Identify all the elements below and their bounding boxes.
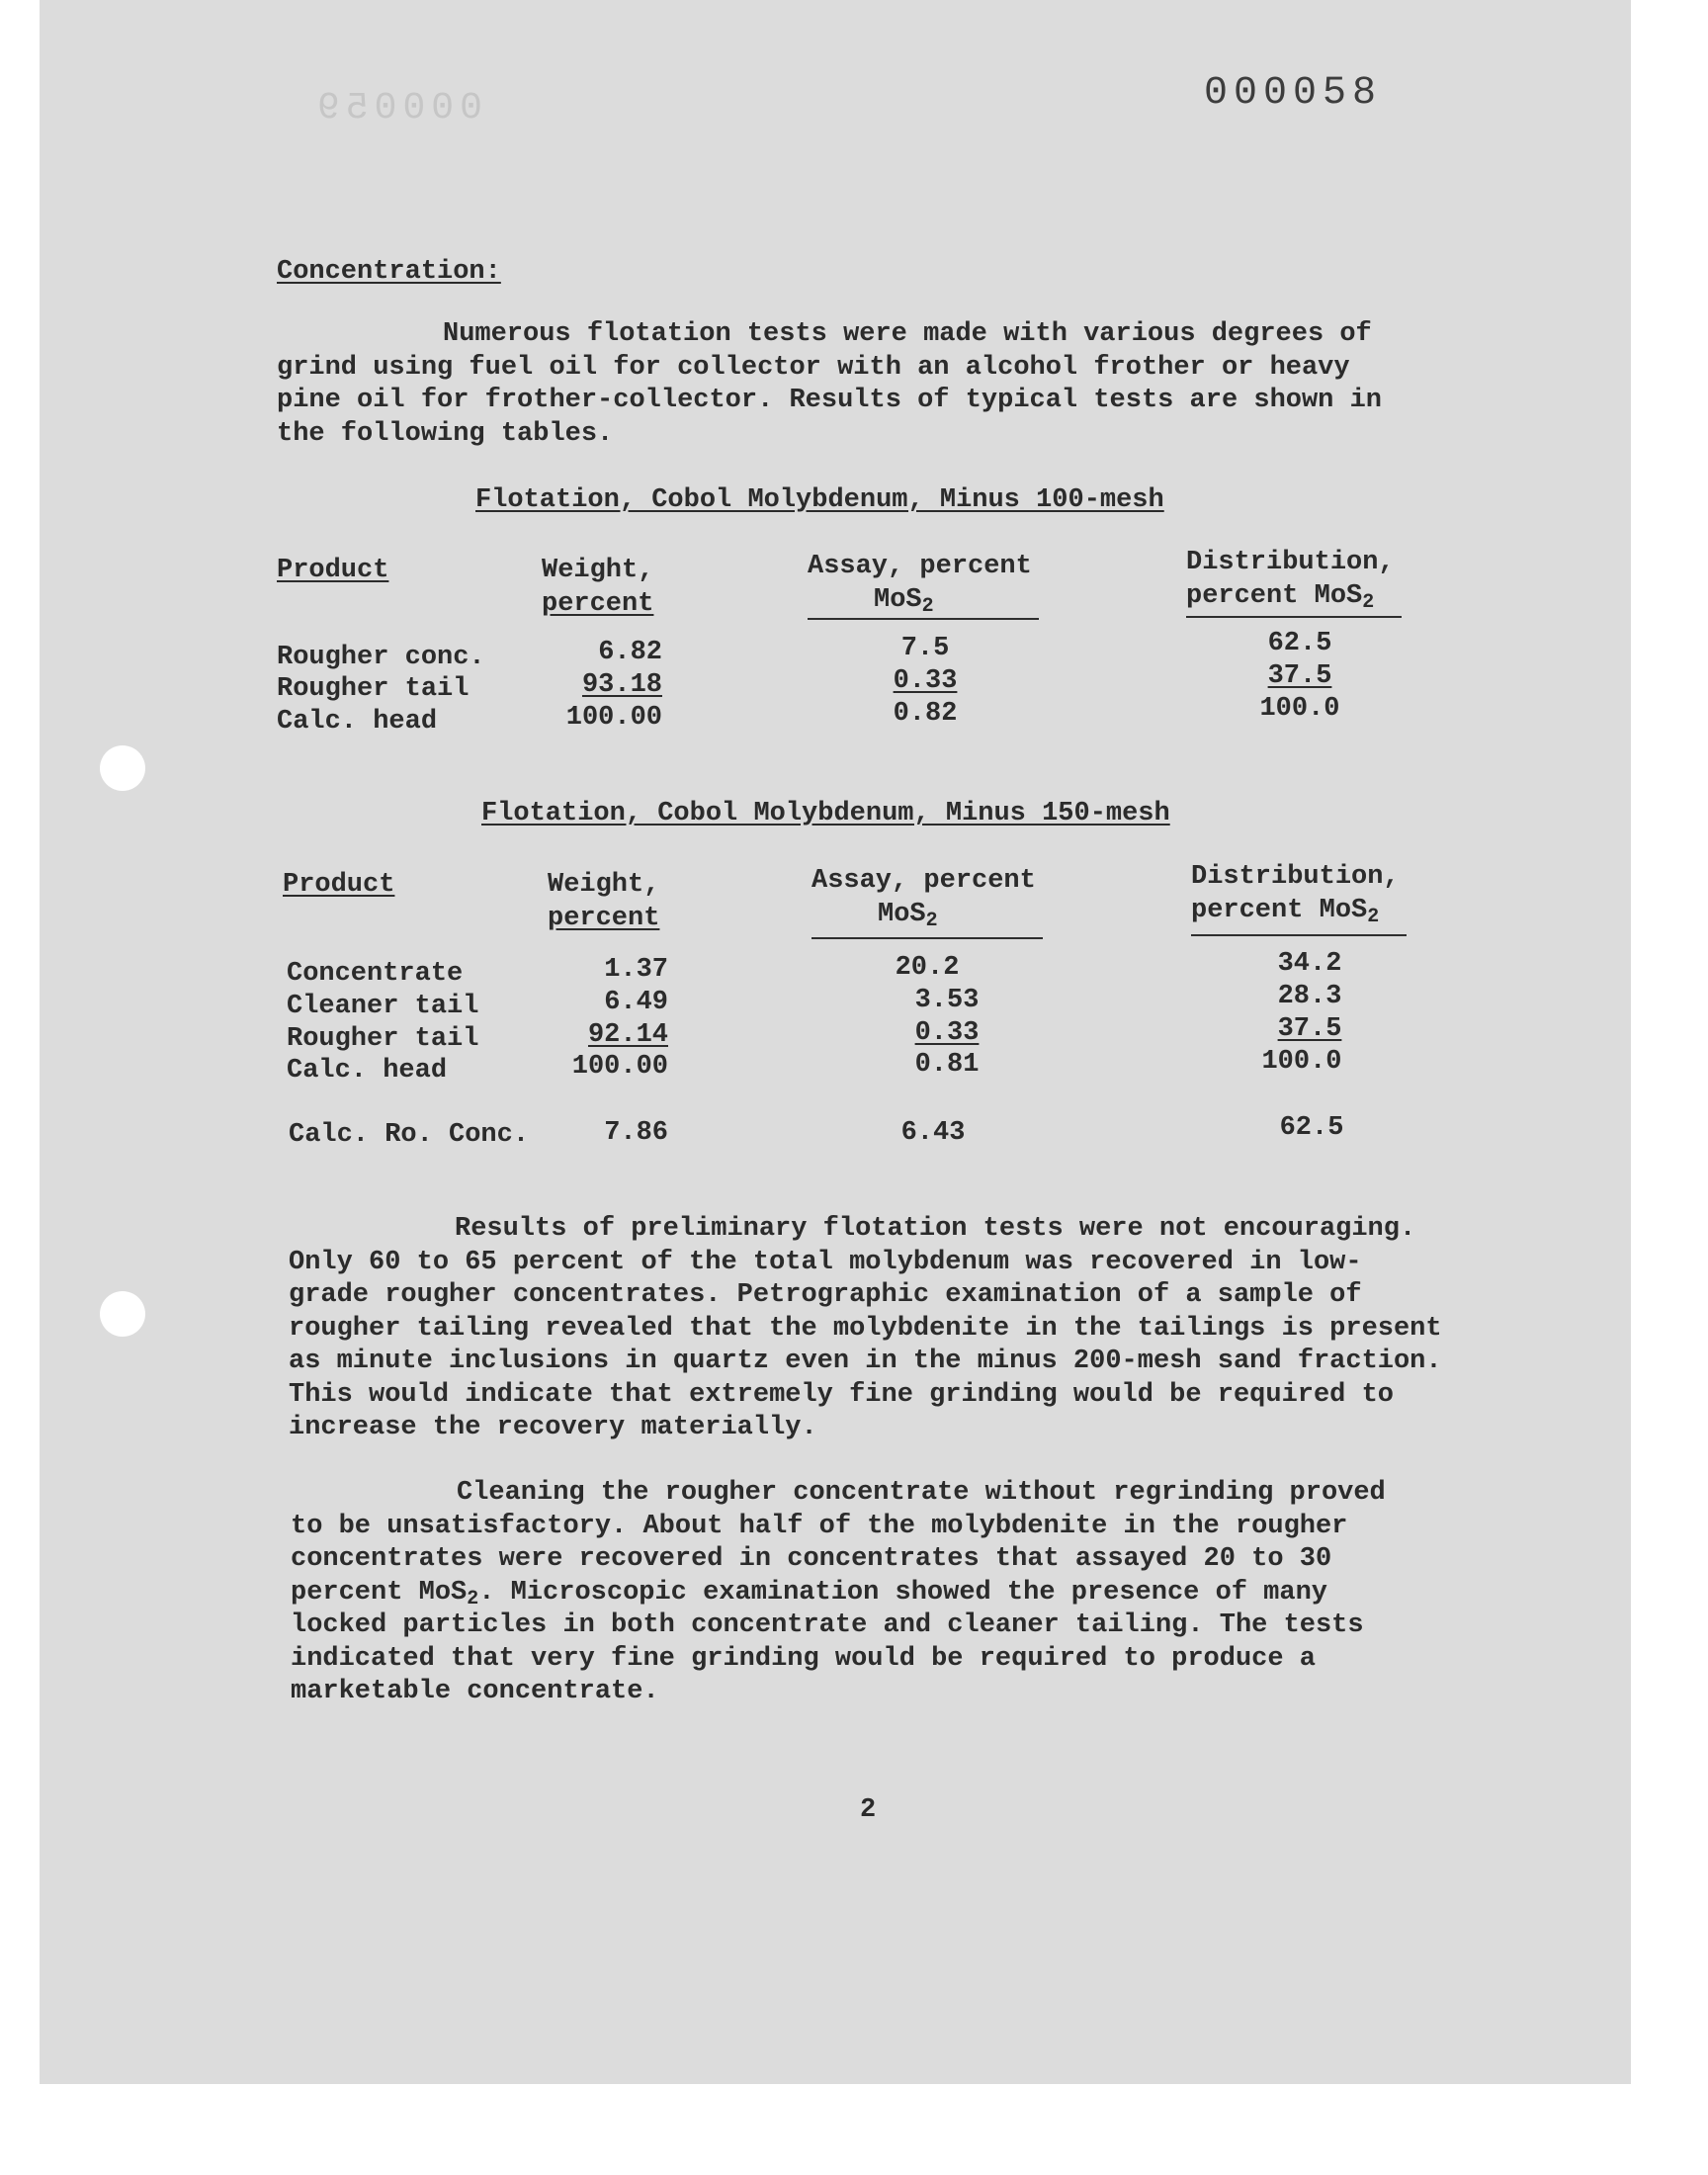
- table-2-header-weight-unit: percent: [548, 904, 660, 933]
- paragraph-2-line: increase the recovery materially.: [289, 1413, 817, 1442]
- document-page: [40, 0, 1631, 2084]
- paragraph-3-line: percent MoS$_2$. Microscopic examination showed the presence of many: [291, 1578, 1327, 1610]
- paragraph-3-line: indicated that very fine grinding would be required to produce a: [291, 1644, 1316, 1674]
- table-2-header-weight: Weight,: [548, 870, 660, 900]
- table-1-row-weight: 100.00: [565, 703, 662, 733]
- intro-line: the following tables.: [277, 419, 614, 449]
- table-1-header-assay: Assay, percent: [808, 552, 1032, 581]
- table-1-row-distribution: 100.0: [1259, 694, 1340, 724]
- table-2-row-assay: 6.43: [900, 1118, 966, 1148]
- table-2-row-distribution: 100.0: [1261, 1047, 1342, 1077]
- table-2-row-product: Rougher tail: [287, 1024, 479, 1054]
- table-1-header-assay-unit: MoS$_2$: [874, 585, 934, 618]
- punch-hole-bottom: [100, 1291, 145, 1337]
- paragraph-2-line: as minute inclusions in quartz even in the minus 200-mesh sand fraction.: [289, 1347, 1442, 1376]
- paragraph-3-line: to be unsatisfactory. About half of the molybdenite in the rougher: [291, 1512, 1348, 1541]
- table-2-row-product: Calc. head: [287, 1056, 448, 1086]
- table-2-distribution-rule: [1191, 934, 1407, 936]
- table-1-header-product: Product: [277, 556, 389, 585]
- table-1-row-assay: 7.5: [900, 634, 950, 663]
- intro-line: pine oil for frother-collector. Results of typical tests are shown in: [277, 386, 1382, 415]
- table-2-header-assay-unit: MoS$_2$: [878, 900, 938, 932]
- table-1-row-product: Calc. head: [277, 707, 438, 737]
- table-1-row-weight: 93.18: [581, 670, 662, 700]
- paragraph-2-line: grade rougher concentrates. Petrographic examination of a sample of: [289, 1280, 1362, 1310]
- paragraph-3-line: locked particles in both concentrate and cleaner tailing. The tests: [291, 1610, 1364, 1640]
- table-1-row-product: Rougher conc.: [277, 643, 485, 672]
- punch-hole-top: [100, 745, 145, 791]
- intro-line: grind using fuel oil for collector with an alcohol frother or heavy: [277, 353, 1350, 383]
- table-2-title: Flotation, Cobol Molybdenum, Minus 150-mesh: [481, 799, 1170, 828]
- table-2-row-distribution: 37.5: [1277, 1014, 1342, 1044]
- paragraph-2-line: This would indicate that extremely fine grinding would be required to: [289, 1380, 1394, 1410]
- table-1-header-distribution: Distribution,: [1186, 548, 1395, 577]
- table-2-row-distribution: 62.5: [1279, 1113, 1344, 1143]
- stamp-number: 000058: [1204, 71, 1383, 116]
- table-1-header-distribution-unit: percent MoS$_2$: [1186, 581, 1375, 614]
- table-2-row-product: Concentrate: [287, 959, 464, 989]
- table-1-row-assay: 0.33: [893, 666, 958, 696]
- table-2-header-product: Product: [283, 870, 395, 900]
- table-1-row-weight: 6.82: [598, 638, 662, 667]
- paragraph-3-line: marketable concentrate.: [291, 1677, 659, 1706]
- table-2-row-distribution: 34.2: [1277, 949, 1342, 979]
- table-2-row-product: Cleaner tail: [287, 992, 479, 1021]
- table-1-distribution-rule: [1186, 616, 1402, 618]
- table-1-assay-rule: [808, 618, 1039, 620]
- table-2-row-assay: 20.2: [895, 953, 960, 983]
- table-2-row-assay: 3.53: [914, 986, 980, 1015]
- paragraph-2-line: Results of preliminary flotation tests were not encouraging.: [455, 1214, 1416, 1244]
- table-1-title: Flotation, Cobol Molybdenum, Minus 100-mesh: [475, 485, 1164, 515]
- ghost-stamp-number: 000059: [311, 87, 482, 130]
- table-2-header-assay: Assay, percent: [811, 866, 1036, 896]
- table-2-row-weight: 100.00: [571, 1052, 668, 1082]
- table-2-row-distribution: 28.3: [1277, 982, 1342, 1011]
- table-2-row-weight: 6.49: [604, 988, 668, 1017]
- table-2-header-distribution-unit: percent MoS$_2$: [1191, 896, 1380, 928]
- page-number: 2: [860, 1795, 877, 1825]
- paragraph-2-line: Only 60 to 65 percent of the total molybdenum was recovered in low-: [289, 1248, 1362, 1277]
- table-2-row-weight: 1.37: [604, 955, 668, 985]
- table-1-row-assay: 0.82: [893, 699, 958, 729]
- table-2-row-weight: 7.86: [604, 1118, 668, 1148]
- table-2-row-assay: 0.33: [914, 1018, 980, 1048]
- table-1-row-product: Rougher tail: [277, 674, 470, 704]
- table-2-row-product: Calc. Ro. Conc.: [289, 1120, 530, 1150]
- table-2-assay-rule: [811, 937, 1043, 939]
- table-2-header-distribution: Distribution,: [1191, 862, 1400, 892]
- table-1-header-weight: Weight,: [542, 556, 654, 585]
- paragraph-3-line: concentrates were recovered in concentrates that assayed 20 to 30: [291, 1544, 1332, 1574]
- section-heading: Concentration:: [277, 257, 501, 287]
- paragraph-2-line: rougher tailing revealed that the molybdenite in the tailings is present: [289, 1314, 1442, 1344]
- paragraph-3-line: Cleaning the rougher concentrate without regrinding proved: [457, 1478, 1386, 1508]
- intro-line: Numerous flotation tests were made with various degrees of: [443, 319, 1372, 349]
- table-1-header-weight-unit: percent: [542, 589, 654, 619]
- table-2-row-assay: 0.81: [914, 1050, 980, 1080]
- table-1-row-distribution: 37.5: [1267, 661, 1332, 691]
- table-1-row-distribution: 62.5: [1267, 629, 1332, 658]
- table-2-row-weight: 92.14: [587, 1020, 668, 1050]
